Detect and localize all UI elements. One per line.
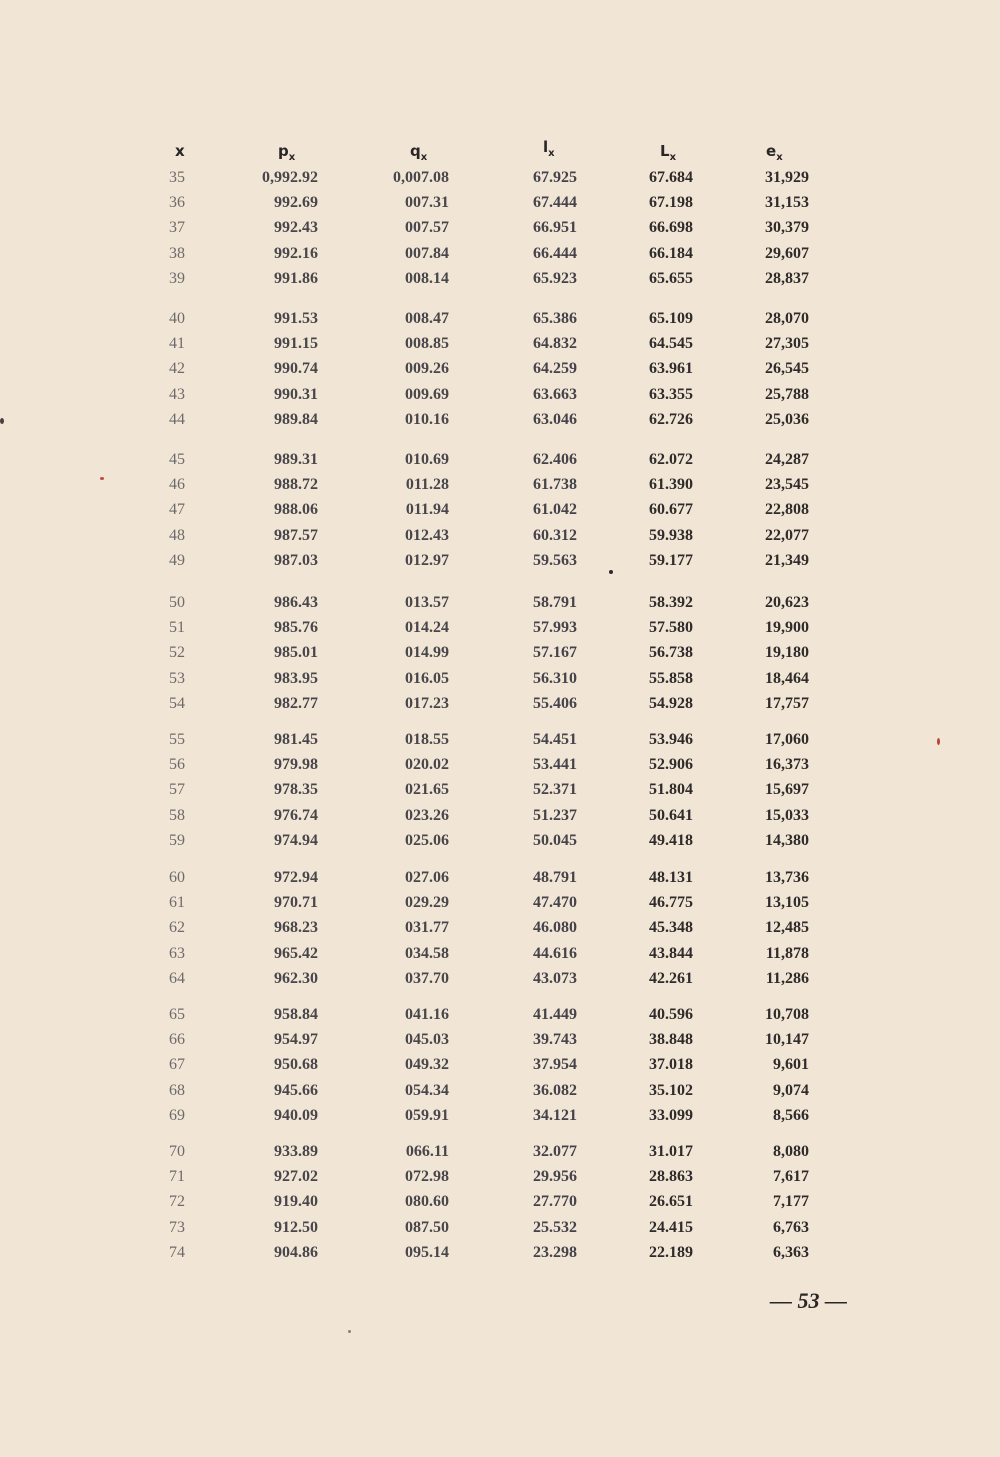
cell-px: 919.40 [274,1193,318,1211]
table-row [0,970,1000,994]
table-row [0,1031,1000,1055]
cell-ex: 18,464 [765,669,809,687]
header-qx: $q_x$ [410,142,428,163]
cell-px: 950.68 [274,1056,318,1074]
table-row [0,1056,1000,1080]
paper-speck [348,1330,351,1333]
cell-ex: 17,757 [765,694,809,712]
table-row [0,1219,1000,1243]
cell-x: 46 [169,476,185,494]
cell-Lx: 31.017 [649,1143,693,1160]
cell-x: 60 [169,869,185,886]
table-row [0,1006,1000,1030]
cell-qx: 012.43 [405,526,449,544]
cell-x: 37 [169,219,185,237]
table-row [0,451,1000,475]
cell-lx: 51.237 [533,806,577,824]
table-row [0,386,1000,410]
cell-x: 57 [169,781,185,799]
table-header [0,138,1000,166]
cell-x: 41 [169,335,185,353]
cell-lx: 59.563 [533,551,577,569]
cell-ex: 7,617 [773,1168,809,1186]
cell-Lx: 51.804 [649,781,693,799]
cell-lx: 25.532 [533,1218,577,1236]
cell-lx: 57.167 [533,644,577,662]
cell-ex: 10,708 [765,1006,809,1023]
cell-Lx: 63.961 [649,360,693,378]
cell-lx: 56.310 [533,669,577,687]
cell-Lx: 62.726 [649,410,693,428]
cell-qx: 072.98 [405,1168,449,1186]
cell-px: 990.31 [274,385,318,403]
cell-px: 958.84 [274,1006,318,1023]
cell-lx: 60.312 [533,526,577,544]
cell-qx: 018.55 [405,731,449,748]
cell-ex: 11,878 [765,944,809,962]
cell-ex: 22,808 [765,501,809,519]
cell-Lx: 48.131 [649,869,693,886]
cell-Lx: 37.018 [649,1056,693,1074]
cell-ex: 11,286 [765,969,809,987]
cell-qx: 012.97 [405,551,449,569]
cell-x: 53 [169,669,185,687]
cell-x: 63 [169,944,185,962]
cell-lx: 61.042 [533,501,577,519]
cell-qx: 031.77 [405,919,449,937]
cell-qx: 034.58 [405,944,449,962]
table-row [0,832,1000,856]
cell-px: 933.89 [274,1143,318,1160]
paper-speck [609,570,613,574]
table-row [0,919,1000,943]
cell-px: 945.66 [274,1081,318,1099]
cell-qx: 016.05 [405,669,449,687]
table-row [0,245,1000,269]
cell-ex: 27,305 [765,335,809,353]
table-row [0,756,1000,780]
cell-ex: 17,060 [765,731,809,748]
cell-qx: 009.26 [405,360,449,378]
cell-qx: 095.14 [405,1243,449,1261]
cell-Lx: 49.418 [649,831,693,849]
cell-lx: 29.956 [533,1168,577,1186]
cell-x: 52 [169,644,185,662]
cell-px: 985.76 [274,619,318,637]
cell-qx: 049.32 [405,1056,449,1074]
cell-ex: 26,545 [765,360,809,378]
cell-px: 927.02 [274,1168,318,1186]
cell-px: 982.77 [274,694,318,712]
cell-x: 48 [169,526,185,544]
cell-x: 35 [169,169,185,186]
cell-lx: 57.993 [533,619,577,637]
cell-lx: 52.371 [533,781,577,799]
cell-Lx: 62.072 [649,451,693,468]
cell-x: 45 [169,451,185,468]
cell-qx: 014.99 [405,644,449,662]
cell-Lx: 38.848 [649,1031,693,1049]
cell-Lx: 33.099 [649,1106,693,1124]
table-row [0,360,1000,384]
cell-Lx: 59.177 [649,551,693,569]
cell-px: 970.71 [274,894,318,912]
table-row [0,894,1000,918]
cell-px: 0,992.92 [262,169,318,186]
cell-lx: 32.077 [533,1143,577,1160]
table-row [0,644,1000,668]
cell-Lx: 59.938 [649,526,693,544]
cell-Lx: 55.858 [649,669,693,687]
cell-qx: 010.69 [405,451,449,468]
cell-ex: 28,070 [765,310,809,327]
cell-ex: 9,601 [773,1056,809,1074]
cell-ex: 15,033 [765,806,809,824]
table-row [0,194,1000,218]
cell-lx: 64.259 [533,360,577,378]
cell-ex: 22,077 [765,526,809,544]
header-ex: $e_x$ [766,142,783,163]
cell-Lx: 46.775 [649,894,693,912]
cell-px: 978.35 [274,781,318,799]
cell-Lx: 61.390 [649,476,693,494]
cell-px: 983.95 [274,669,318,687]
cell-x: 62 [169,919,185,937]
cell-qx: 008.85 [405,335,449,353]
cell-ex: 25,788 [765,385,809,403]
cell-x: 36 [169,194,185,212]
cell-qx: 029.29 [405,894,449,912]
table-row [0,1193,1000,1217]
cell-px: 991.53 [274,310,318,327]
cell-qx: 041.16 [405,1006,449,1023]
cell-lx: 58.791 [533,594,577,611]
cell-Lx: 67.684 [649,169,693,186]
cell-x: 51 [169,619,185,637]
cell-px: 989.31 [274,451,318,468]
cell-lx: 65.923 [533,269,577,287]
cell-ex: 29,607 [765,244,809,262]
cell-ex: 8,080 [773,1143,809,1160]
table-row [0,1082,1000,1106]
cell-Lx: 54.928 [649,694,693,712]
cell-px: 972.94 [274,869,318,886]
table-row [0,476,1000,500]
cell-qx: 017.23 [405,694,449,712]
cell-lx: 46.080 [533,919,577,937]
cell-ex: 6,363 [773,1243,809,1261]
cell-Lx: 45.348 [649,919,693,937]
table-row [0,270,1000,294]
cell-px: 965.42 [274,944,318,962]
cell-px: 979.98 [274,756,318,774]
cell-lx: 48.791 [533,869,577,886]
table-row [0,527,1000,551]
table-row [0,1244,1000,1268]
cell-Lx: 42.261 [649,969,693,987]
cell-px: 987.03 [274,551,318,569]
cell-ex: 10,147 [765,1031,809,1049]
cell-lx: 41.449 [533,1006,577,1023]
cell-px: 985.01 [274,644,318,662]
cell-lx: 36.082 [533,1081,577,1099]
cell-qx: 087.50 [405,1218,449,1236]
cell-px: 988.06 [274,501,318,519]
cell-x: 69 [169,1106,185,1124]
cell-lx: 53.441 [533,756,577,774]
cell-lx: 55.406 [533,694,577,712]
cell-Lx: 35.102 [649,1081,693,1099]
cell-Lx: 64.545 [649,335,693,353]
cell-lx: 61.738 [533,476,577,494]
cell-ex: 30,379 [765,219,809,237]
cell-Lx: 66.698 [649,219,693,237]
header-Lx: $L_x$ [660,142,677,163]
cell-px: 904.86 [274,1243,318,1261]
header-lx: $l_x$ [543,138,555,159]
cell-qx: 007.57 [405,219,449,237]
cell-ex: 25,036 [765,410,809,428]
cell-qx: 009.69 [405,385,449,403]
cell-ex: 16,373 [765,756,809,774]
table-row [0,552,1000,576]
cell-qx: 0,007.08 [393,169,449,186]
table-row [0,670,1000,694]
cell-Lx: 63.355 [649,385,693,403]
table-row [0,869,1000,893]
cell-qx: 023.26 [405,806,449,824]
cell-x: 68 [169,1081,185,1099]
table-row [0,807,1000,831]
cell-ex: 24,287 [765,451,809,468]
cell-qx: 045.03 [405,1031,449,1049]
cell-lx: 67.925 [533,169,577,186]
cell-x: 61 [169,894,185,912]
cell-lx: 54.451 [533,731,577,748]
cell-Lx: 22.189 [649,1243,693,1261]
cell-px: 989.84 [274,410,318,428]
cell-x: 71 [169,1168,185,1186]
cell-Lx: 66.184 [649,244,693,262]
cell-lx: 27.770 [533,1193,577,1211]
cell-qx: 010.16 [405,410,449,428]
cell-px: 968.23 [274,919,318,937]
cell-Lx: 53.946 [649,731,693,748]
paper-speck [937,738,940,745]
cell-x: 50 [169,594,185,611]
cell-Lx: 43.844 [649,944,693,962]
cell-ex: 7,177 [773,1193,809,1211]
cell-qx: 054.34 [405,1081,449,1099]
table-row [0,501,1000,525]
cell-Lx: 26.651 [649,1193,693,1211]
paper-speck [0,418,4,424]
cell-x: 70 [169,1143,185,1160]
cell-lx: 66.444 [533,244,577,262]
table-row [0,731,1000,755]
cell-Lx: 67.198 [649,194,693,212]
cell-qx: 011.28 [405,476,449,494]
table-row [0,781,1000,805]
cell-Lx: 40.596 [649,1006,693,1023]
cell-px: 991.15 [274,335,318,353]
cell-ex: 19,180 [765,644,809,662]
cell-x: 40 [169,310,185,327]
cell-px: 988.72 [274,476,318,494]
cell-px: 974.94 [274,831,318,849]
cell-px: 912.50 [274,1218,318,1236]
cell-qx: 037.70 [405,969,449,987]
cell-x: 38 [169,244,185,262]
cell-x: 56 [169,756,185,774]
cell-x: 39 [169,269,185,287]
cell-lx: 63.046 [533,410,577,428]
cell-px: 986.43 [274,594,318,611]
cell-lx: 39.743 [533,1031,577,1049]
table-row [0,310,1000,334]
cell-qx: 027.06 [405,869,449,886]
cell-qx: 059.91 [405,1106,449,1124]
cell-lx: 23.298 [533,1243,577,1261]
cell-lx: 43.073 [533,969,577,987]
cell-x: 42 [169,360,185,378]
cell-lx: 66.951 [533,219,577,237]
table-row [0,1168,1000,1192]
table-row [0,169,1000,193]
table-row [0,411,1000,435]
cell-lx: 65.386 [533,310,577,327]
cell-px: 940.09 [274,1106,318,1124]
cell-Lx: 58.392 [649,594,693,611]
cell-Lx: 65.109 [649,310,693,327]
cell-lx: 37.954 [533,1056,577,1074]
page-number: — 53 — [770,1288,847,1313]
cell-lx: 44.616 [533,944,577,962]
cell-x: 67 [169,1056,185,1074]
cell-qx: 066.11 [405,1143,449,1160]
cell-qx: 008.14 [405,269,449,287]
cell-x: 43 [169,385,185,403]
cell-qx: 080.60 [405,1193,449,1211]
cell-x: 54 [169,694,185,712]
cell-px: 990.74 [274,360,318,378]
cell-Lx: 65.655 [649,269,693,287]
cell-x: 55 [169,731,185,748]
cell-ex: 13,736 [765,869,809,886]
cell-Lx: 57.580 [649,619,693,637]
cell-ex: 6,763 [773,1218,809,1236]
cell-px: 954.97 [274,1031,318,1049]
cell-qx: 025.06 [405,831,449,849]
cell-qx: 013.57 [405,594,449,611]
cell-x: 72 [169,1193,185,1211]
cell-ex: 14,380 [765,831,809,849]
cell-x: 74 [169,1243,185,1261]
cell-Lx: 56.738 [649,644,693,662]
cell-ex: 12,485 [765,919,809,937]
table-row [0,335,1000,359]
table-row [0,945,1000,969]
cell-px: 992.43 [274,219,318,237]
cell-x: 65 [169,1006,185,1023]
cell-x: 49 [169,551,185,569]
table-row [0,594,1000,618]
cell-Lx: 60.677 [649,501,693,519]
cell-px: 976.74 [274,806,318,824]
table-row [0,619,1000,643]
table-row [0,1107,1000,1131]
cell-Lx: 52.906 [649,756,693,774]
cell-qx: 020.02 [405,756,449,774]
cell-lx: 63.663 [533,385,577,403]
cell-ex: 31,929 [765,169,809,186]
cell-px: 981.45 [274,731,318,748]
cell-ex: 19,900 [765,619,809,637]
table-row [0,1143,1000,1167]
cell-Lx: 28.863 [649,1168,693,1186]
header-px: $p_x$ [278,142,296,163]
cell-x: 73 [169,1218,185,1236]
cell-lx: 50.045 [533,831,577,849]
cell-px: 992.69 [274,194,318,212]
cell-ex: 23,545 [765,476,809,494]
cell-x: 59 [169,831,185,849]
cell-lx: 64.832 [533,335,577,353]
cell-Lx: 24.415 [649,1218,693,1236]
cell-lx: 67.444 [533,194,577,212]
cell-x: 64 [169,969,185,987]
cell-px: 991.86 [274,269,318,287]
cell-x: 66 [169,1031,185,1049]
cell-qx: 021.65 [405,781,449,799]
cell-qx: 008.47 [405,310,449,327]
cell-qx: 007.31 [405,194,449,212]
cell-ex: 9,074 [773,1081,809,1099]
cell-lx: 47.470 [533,894,577,912]
cell-x: 58 [169,806,185,824]
cell-lx: 62.406 [533,451,577,468]
cell-qx: 007.84 [405,244,449,262]
cell-x: 47 [169,501,185,519]
cell-ex: 13,105 [765,894,809,912]
cell-ex: 31,153 [765,194,809,212]
paper-speck [100,477,104,480]
table-row [0,695,1000,719]
cell-ex: 28,837 [765,269,809,287]
cell-ex: 21,349 [765,551,809,569]
cell-x: 44 [169,410,185,428]
cell-px: 992.16 [274,244,318,262]
cell-px: 962.30 [274,969,318,987]
cell-ex: 20,623 [765,594,809,611]
cell-qx: 011.94 [405,501,449,519]
header-x: x [175,142,185,160]
cell-ex: 15,697 [765,781,809,799]
cell-Lx: 50.641 [649,806,693,824]
cell-ex: 8,566 [773,1106,809,1124]
cell-px: 987.57 [274,526,318,544]
table-row [0,219,1000,243]
cell-lx: 34.121 [533,1106,577,1124]
cell-qx: 014.24 [405,619,449,637]
